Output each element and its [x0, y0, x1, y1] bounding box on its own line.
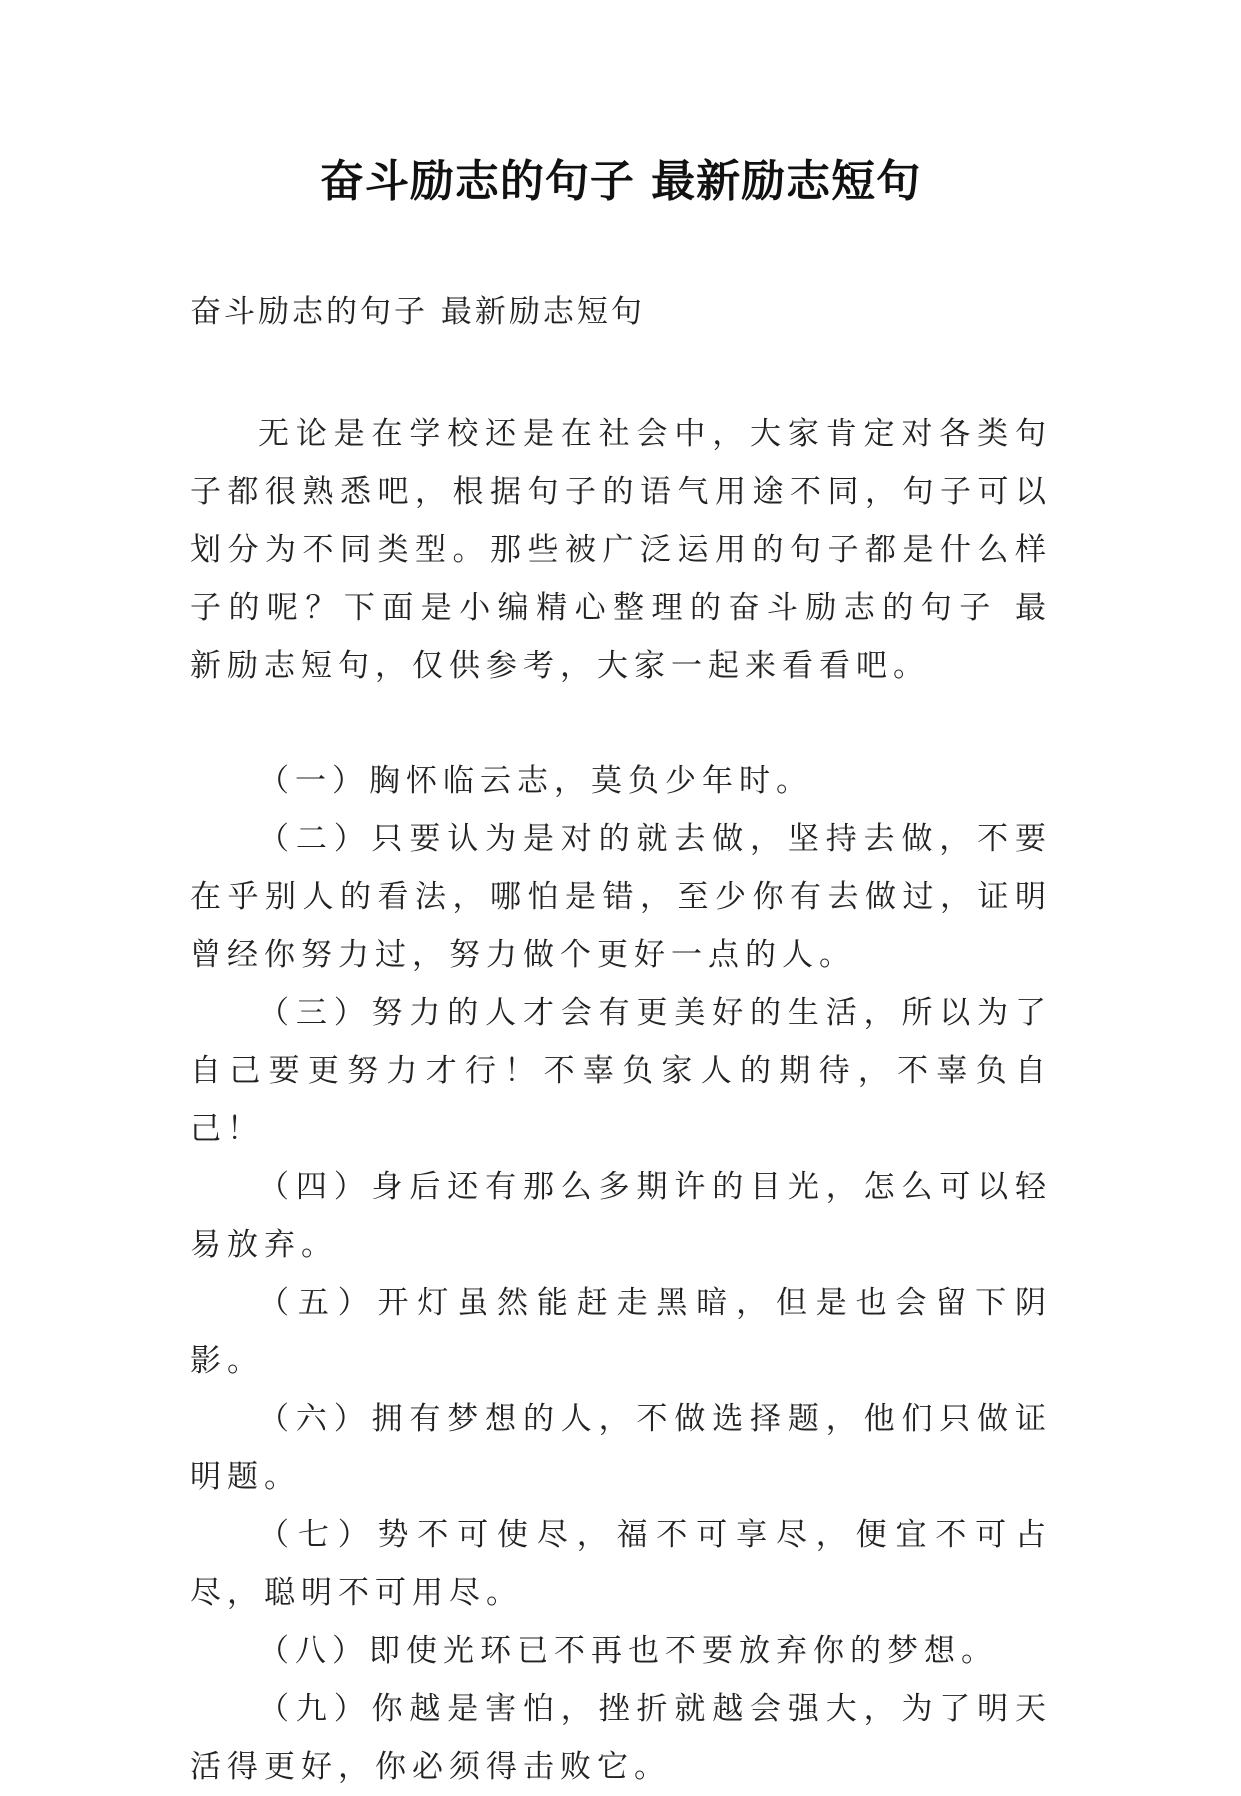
quote-item-3: （三）努力的人才会有更美好的生活，所以为了自己要更努力才行！不辜负家人的期待，不辜负自己！ [190, 995, 1052, 1147]
quote-item-1: （一）胸怀临云志，莫负少年时。 [258, 763, 813, 799]
quote-item-2: （二）只要认为是对的就去做，坚持去做，不要在乎别人的看法，哪怕是错，至少你有去做过，证明曾经你努力过，努力做个更好一点的人。 [190, 821, 1052, 973]
quote-item-9: （九）你越是害怕，挫折就越会强大，为了明天活得更好，你必须得击败它。 [190, 1691, 1052, 1785]
quote-item-4: （四）身后还有那么多期许的目光，怎么可以轻易放弃。 [190, 1169, 1052, 1263]
document-title: 奋斗励志的句子 最新励志短句 [319, 156, 922, 207]
quote-list [190, 752, 1052, 1796]
quote-item-5: （五）开灯虽然能赶走黑暗，但是也会留下阴影。 [190, 1285, 1052, 1379]
intro-paragraph: 无论是在学校还是在社会中，大家肯定对各类句子都很熟悉吧，根据句子的语气用途不同，句子可以划分为不同类型。那些被广泛运用的句子都是什么样子的呢？下面是小编精心整理的奋斗励志的句子 最新励志短句，仅供参考，大家一起来看看吧。 [190, 416, 1052, 684]
document-subtitle: 奋斗励志的句子 最新励志短句 [190, 294, 645, 330]
quote-item-6: （六）拥有梦想的人，不做选择题，他们只做证明题。 [190, 1401, 1052, 1495]
quote-item-7: （七）势不可使尽，福不可享尽，便宜不可占尽，聪明不可用尽。 [190, 1517, 1052, 1611]
quote-item-8: （八）即使光环已不再也不要放弃你的梦想。 [258, 1633, 998, 1669]
